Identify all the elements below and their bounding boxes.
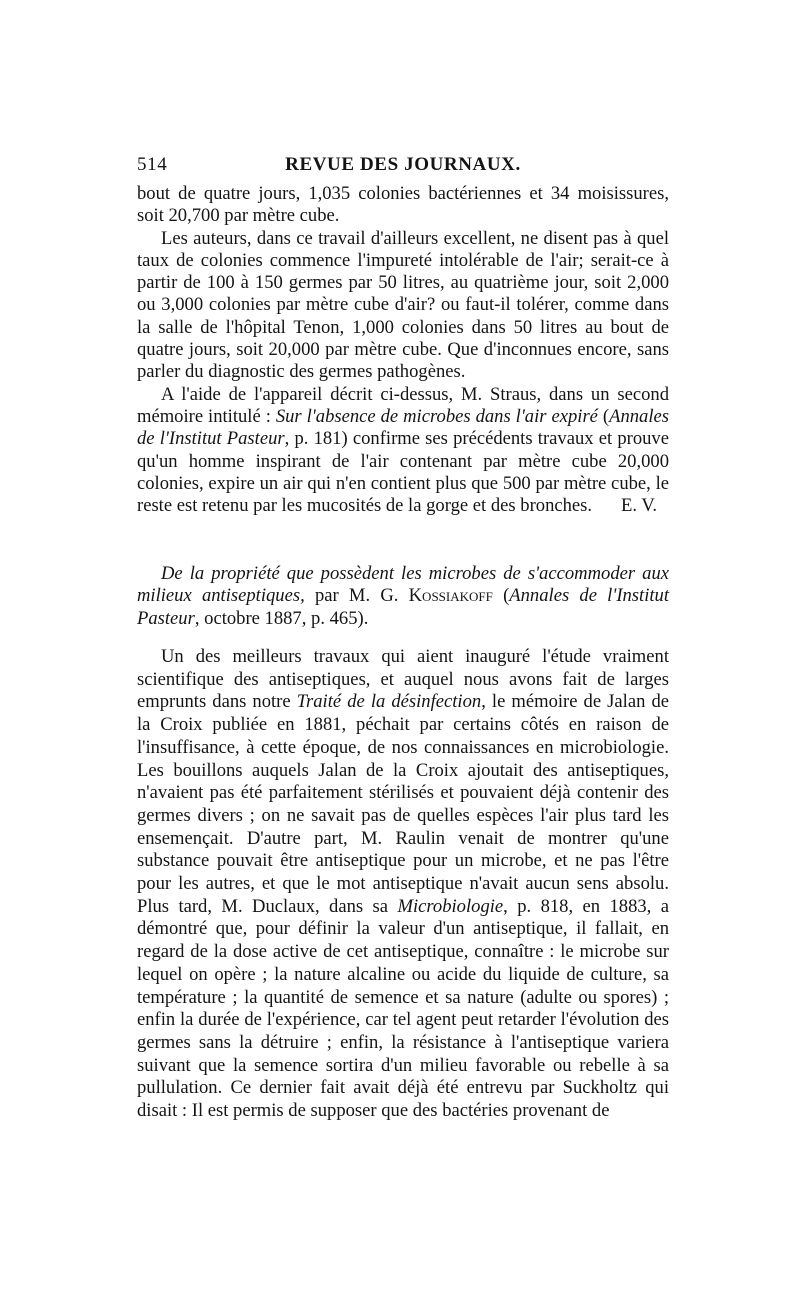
review-journal: Annales de l'Institut Pasteur [137, 585, 670, 629]
review-open-paren: ( [492, 585, 510, 607]
paragraph-3 [137, 384, 669, 518]
paragraph-3-text-c: , p. 181) confirme ses précédents travaux et prouve qu'un homme inspirant de l'air contenant par mètre cube 20,000 colonies, expire un air qui n'en contient plus que 500 par mètre cube, le reste est retenu par les mucosités de la gorge et des bronches. [137, 428, 669, 517]
paragraph-4 [137, 646, 669, 1123]
paragraph-1: bout de quatre jours, 1,035 colonies bactériennes et 34 moisissures, soit 20,700 par mètre cube. [137, 183, 669, 227]
journal-reference: Annales de l'Institut Pasteur [137, 405, 670, 450]
review-title: De la propriété que possèdent les microbes de s'accommoder aux milieux antiseptiques, [137, 563, 669, 607]
review-heading [137, 563, 669, 630]
paragraph-3-text-b: ( [597, 405, 610, 427]
review-body [137, 646, 669, 1123]
journal-title: REVUE DES JOURNAUX. [285, 154, 521, 175]
paragraph-4-text-a: Un des meilleurs travaux qui aient inauguré l'étude vraiment scientifique des antiseptiques, et auquel nous avons fait de larges emprunts dans notre [137, 646, 669, 713]
signature: E. V. [621, 495, 657, 517]
book-title: Microbiologie [397, 895, 504, 917]
review-by: par M. G. [304, 585, 409, 607]
review-author: Kossiakoff [408, 585, 493, 607]
running-header [137, 150, 669, 180]
paragraph-2: Les auteurs, dans ce travail d'ailleurs excellent, ne disent pas à quel taux de colonies commence l'impureté intolérable de l'air; serait-ce à partir de 100 à 150 germes par 50 litres, au quatrième jour, soit 2,000 ou 3,000 colonies par mètre cube d'air? ou faut-il tolérer, comme dans la salle de l'hôpital Tenon, 1,000 colonies dans 50 litres au bout de quatre jours, soit 20,000 par mètre cube. Que d'inconnues encore, sans parler du diagnostic des germes pathogènes. [137, 227, 669, 383]
memoir-title: Sur l'absence de microbes dans l'air expiré [275, 405, 598, 427]
treatise-title: Traité de la désinfection [296, 691, 482, 713]
review-details: , octobre 1887, p. 465). [194, 607, 369, 629]
paragraph-4-text-c: , p. 818, en 1883, a démontré que, pour définir la valeur d'un antiseptique, il fallait, en regard de la dose active de cet antiseptique, connaître : le microbe sur lequel on opère ; la nature alcaline ou acide du liquide de culture, sa température ; la quantité de semence et sa nature (adulte ou spores) ; enfin la durée de l'expérience, car tel agent peut retarder l'évolution des germes sans la détruire ; enfin, la résistance à l'antiseptique variera suivant que la semence sortira d'un milieu favorable ou rebelle à sa pullulation. Ce dernier fait avait déjà été entrevu par Suckholtz qui disait : Il est permis de supposer que des bactéries provenant de [137, 895, 669, 1122]
paragraph-4-text-b: , le mémoire de Jalan de la Croix publiée en 1881, péchait par certains côtés en raison de l'insuffisance, à cette époque, de nos connaissances en microbiologie. Les bouillons auquels Jalan de la Croix ajoutait des antiseptiques, n'avaient pas été parfaitement stérilisés et pouvaient déjà contenir des germes divers ; on ne savait pas de quelles espèces l'air plus tard les ensemençait. D'autre part, M. Raulin venait de montrer qu'une substance pouvait être antiseptique pour un microbe, et ne pas l'être pour les autres, et que le mot antiseptique n'avait aucun sens absolu. Plus tard, M. Duclaux, dans sa [137, 691, 669, 917]
article-continuation [137, 183, 669, 517]
page-number: 514 [137, 154, 168, 175]
paragraph-3-text-a: A l'aide de l'appareil décrit ci-dessus, M. Straus, dans un second mémoire intitulé : [137, 383, 669, 427]
